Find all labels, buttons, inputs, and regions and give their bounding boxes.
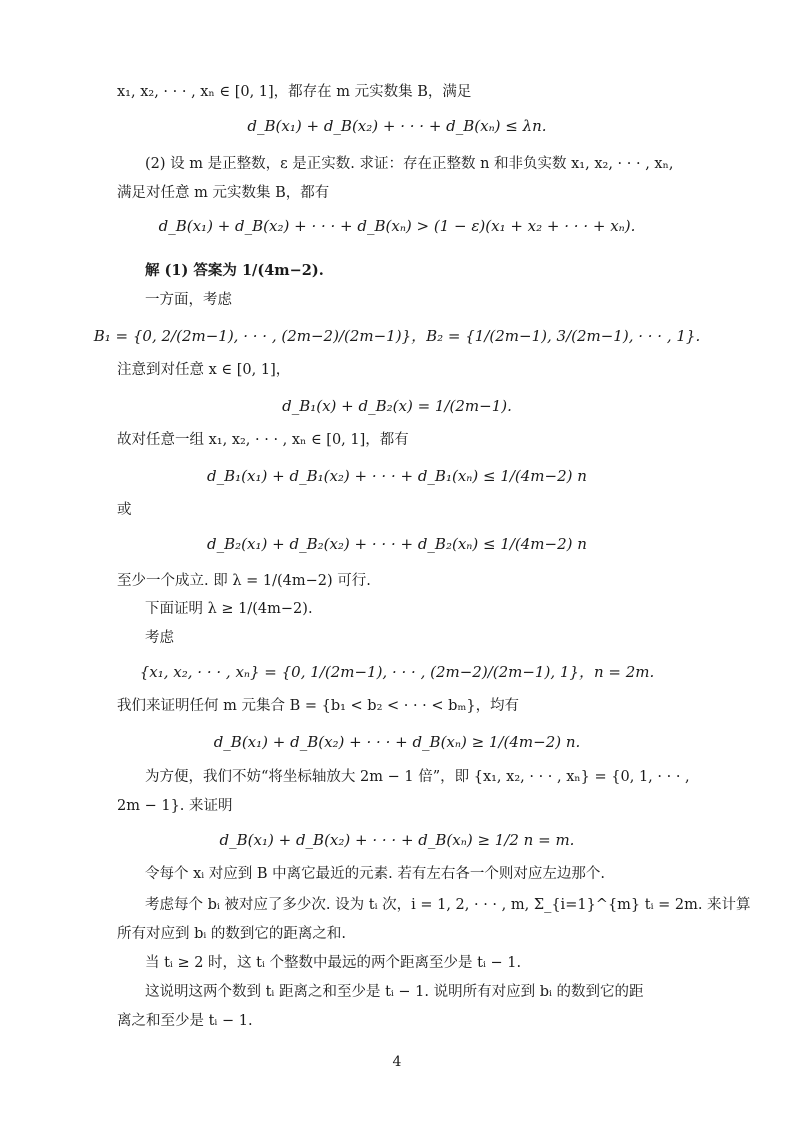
equation: d_B(x₁) + d_B(x₂) + · · · + d_B(xₙ) ≥ 1/(4m−2) n. (213, 733, 581, 751)
text-line: 令每个 xᵢ 对应到 B 中离它最近的元素. 若有左右各一个则对应左边那个. (145, 866, 606, 882)
text-line: 我们来证明任何 m 元集合 B = {b₁ < b₂ < · · · < bₘ}，均有 (117, 698, 520, 714)
text-line: 2m − 1}. 来证明 (117, 798, 233, 814)
equation: {x₁, x₂, · · · , xₙ} = {0, 1/(2m−1), · · · , (2m−2)/(2m−1), 1}，n = 2m. (139, 663, 655, 681)
equation: d_B(x₁) + d_B(x₂) + · · · + d_B(xₙ) ≤ λn. (247, 117, 547, 135)
equation: d_B(x₁) + d_B(x₂) + · · · + d_B(xₙ) ≥ 1/2 n = m. (219, 831, 575, 849)
text-line: 所有对应到 bᵢ 的数到它的距离之和. (117, 926, 347, 942)
text-line: 这说明这两个数到 tᵢ 距离之和至少是 tᵢ − 1. 说明所有对应到 bᵢ 的数到它的距 (145, 984, 644, 1000)
text-line: 离之和至少是 tᵢ − 1. (117, 1013, 253, 1029)
equation: B₁ = {0, 2/(2m−1), · · · , (2m−2)/(2m−1)}，B₂ = {1/(2m−1), 3/(2m−1), · · · , 1}. (93, 327, 701, 345)
text-line: 注意到对任意 x ∈ [0, 1]， (117, 362, 291, 378)
text-line: (2) 设 m 是正整数，ε 是正实数. 求证：存在正整数 n 和非负实数 x₁, x₂, · · · , xₙ, (145, 156, 674, 172)
solution-heading: 解 (1) 答案为 1/(4m−2). (145, 262, 324, 279)
text-line: 下面证明 λ ≥ 1/(4m−2). (145, 601, 313, 617)
text-line: 一方面，考虑 (145, 292, 232, 308)
text-line: 考虑每个 bᵢ 被对应了多少次. 设为 tᵢ 次，i = 1, 2, · · · , m, Σ_{i=1}^{m} tᵢ = 2m. 来计算 (145, 897, 751, 913)
text-line: x₁, x₂, · · · , xₙ ∈ [0, 1]，都存在 m 元实数集 B，满足 (117, 84, 472, 100)
equation: d_B(x₁) + d_B(x₂) + · · · + d_B(xₙ) > (1 − ε)(x₁ + x₂ + · · · + xₙ). (158, 217, 636, 235)
text-line: 故对任意一组 x₁, x₂, · · · , xₙ ∈ [0, 1]，都有 (117, 432, 409, 448)
text-line: 考虑 (145, 630, 174, 646)
text-line: 当 tᵢ ≥ 2 时，这 tᵢ 个整数中最远的两个距离至少是 tᵢ − 1. (145, 955, 522, 971)
equation: d_B₂(x₁) + d_B₂(x₂) + · · · + d_B₂(xₙ) ≤ 1/(4m−2) n (207, 535, 587, 553)
equation: d_B₁(x) + d_B₂(x) = 1/(2m−1). (282, 397, 512, 415)
equation: d_B₁(x₁) + d_B₁(x₂) + · · · + d_B₁(xₙ) ≤ 1/(4m−2) n (207, 467, 587, 485)
text-line: 满足对任意 m 元实数集 B，都有 (117, 185, 330, 201)
text-line: 至少一个成立. 即 λ = 1/(4m−2) 可行. (117, 573, 371, 589)
text-line: 或 (117, 502, 132, 518)
text-line: 为方便，我们不妨“将坐标轴放大 2m − 1 倍”，即 {x₁, x₂, · · · , xₙ} = {0, 1, · · · , (145, 769, 690, 785)
page-number: 4 (392, 1054, 402, 1070)
